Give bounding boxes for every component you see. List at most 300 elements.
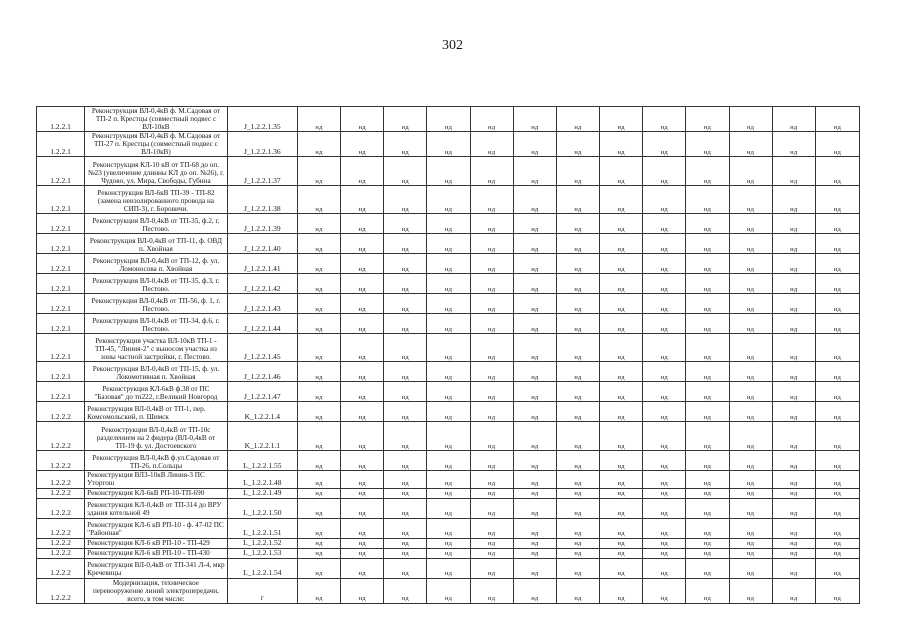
value-cell: нд [556,132,599,157]
value-cell: нд [297,362,340,382]
value-cell: нд [729,498,772,518]
project-code: L_1.2.2.1.54 [227,558,297,578]
table-row [37,157,860,186]
value-cell: нд [686,548,729,558]
value-cell: нд [384,518,427,538]
table-row [37,451,860,471]
value-cell: нд [729,186,772,214]
value-cell: нд [341,334,384,362]
project-name: Реконструкция КЛ-10 кВ от ТП-68 до оп. №23 (увеличение длинны КЛ до оп. №26), г. Чудово, ул. Мира, Свободы, Губина [85,157,228,186]
value-cell: нд [427,548,470,558]
value-cell: нд [600,254,643,274]
value-cell: нд [297,314,340,334]
value-cell: нд [729,558,772,578]
value-cell: нд [341,488,384,498]
value-cell: нд [772,382,815,402]
value-cell: нд [729,451,772,471]
value-cell: нд [513,558,556,578]
value-cell: нд [427,294,470,314]
project-code: J_1.2.2.1.45 [227,334,297,362]
value-cell: нд [384,382,427,402]
value-cell: нд [815,488,859,498]
value-cell: нд [686,402,729,422]
value-cell: нд [384,422,427,451]
value-cell: нд [341,471,384,488]
project-code: J_1.2.2.1.43 [227,294,297,314]
table-row [37,578,860,603]
value-cell: нд [384,402,427,422]
project-code: J_1.2.2.1.47 [227,382,297,402]
value-cell: нд [815,451,859,471]
row-number: 1.2.2.1 [37,274,85,294]
value-cell: нд [341,362,384,382]
row-number: 1.2.2.2 [37,451,85,471]
row-number: 1.2.2.1 [37,132,85,157]
value-cell: нд [384,334,427,362]
value-cell: нд [729,422,772,451]
value-cell: нд [513,314,556,334]
value-cell: нд [297,402,340,422]
value-cell: нд [686,274,729,294]
value-cell: нд [427,234,470,254]
value-cell: нд [384,498,427,518]
value-cell: нд [815,382,859,402]
value-cell: нд [470,157,513,186]
value-cell: нд [600,107,643,132]
value-cell: нд [556,548,599,558]
value-cell: нд [470,578,513,603]
table-row [37,382,860,402]
value-cell: нд [341,558,384,578]
value-cell: нд [513,498,556,518]
value-cell: нд [341,157,384,186]
value-cell: нд [600,402,643,422]
value-cell: нд [643,274,686,294]
value-cell: нд [384,186,427,214]
value-cell: нд [427,488,470,498]
value-cell: нд [600,422,643,451]
value-cell: нд [297,538,340,548]
row-number: 1.2.2.2 [37,558,85,578]
project-name: Реконструкция КЛ-6 кВ РП-10 - ТП-429 [85,538,228,548]
value-cell: нд [513,362,556,382]
value-cell: нд [643,314,686,334]
value-cell: нд [686,488,729,498]
value-cell: нд [815,294,859,314]
value-cell: нд [772,314,815,334]
page-number: 302 [442,38,463,53]
value-cell: нд [815,186,859,214]
value-cell: нд [384,538,427,548]
value-cell: нд [600,234,643,254]
value-cell: нд [815,558,859,578]
value-cell: нд [772,518,815,538]
value-cell: нд [729,157,772,186]
value-cell: нд [686,334,729,362]
value-cell: нд [297,107,340,132]
value-cell: нд [643,382,686,402]
row-number: 1.2.2.1 [37,157,85,186]
value-cell: нд [427,498,470,518]
value-cell: нд [470,538,513,548]
value-cell: нд [297,132,340,157]
table-row [37,314,860,334]
value-cell: нд [513,382,556,402]
value-cell: нд [815,578,859,603]
value-cell: нд [470,274,513,294]
project-code: L_1.2.2.1.52 [227,538,297,548]
value-cell: нд [470,314,513,334]
row-number: 1.2.2.2 [37,548,85,558]
value-cell: нд [729,382,772,402]
value-cell: нд [815,234,859,254]
value-cell: нд [772,578,815,603]
value-cell: нд [470,548,513,558]
project-name: Реконструкция КЛ-0,4кВ от ТП-314 до ВРУ здания котельной 49 [85,498,228,518]
value-cell: нд [513,578,556,603]
value-cell: нд [341,538,384,548]
value-cell: нд [729,294,772,314]
value-cell: нд [556,382,599,402]
table-row [37,186,860,214]
value-cell: нд [341,186,384,214]
value-cell: нд [427,451,470,471]
value-cell: нд [815,157,859,186]
table-row [37,107,860,132]
value-cell: нд [341,132,384,157]
row-number: 1.2.2.2 [37,488,85,498]
value-cell: нд [297,488,340,498]
value-cell: нд [772,402,815,422]
value-cell: нд [384,107,427,132]
value-cell: нд [427,334,470,362]
project-name: Реконструкция ВЛЗ-10кВ Линия-3 ПС Уторгош [85,471,228,488]
project-name: Реконструкция ВЛ-0,4кВ от ТП-341 Л-4, мкр Кречевицы [85,558,228,578]
value-cell: нд [772,254,815,274]
value-cell: нд [470,362,513,382]
value-cell: нд [600,294,643,314]
value-cell: нд [772,294,815,314]
value-cell: нд [815,254,859,274]
table-row [37,234,860,254]
value-cell: нд [600,518,643,538]
value-cell: нд [643,132,686,157]
value-cell: нд [643,234,686,254]
value-cell: нд [643,294,686,314]
value-cell: нд [643,254,686,274]
value-cell: нд [384,578,427,603]
value-cell: нд [815,538,859,548]
value-cell: нд [513,274,556,294]
value-cell: нд [556,402,599,422]
value-cell: нд [384,132,427,157]
value-cell: нд [556,214,599,234]
value-cell: нд [297,498,340,518]
value-cell: нд [427,274,470,294]
value-cell: нд [600,214,643,234]
value-cell: нд [556,538,599,548]
project-code: L_1.2.2.1.55 [227,451,297,471]
project-name: Реконструкция ВЛ-0,4кВ от ТП-15, ф. ул. Локомотивная п. Хвойная [85,362,228,382]
value-cell: нд [556,558,599,578]
value-cell: нд [729,334,772,362]
value-cell: нд [427,382,470,402]
value-cell: нд [729,254,772,274]
value-cell: нд [600,382,643,402]
value-cell: нд [470,451,513,471]
value-cell: нд [384,362,427,382]
value-cell: нд [600,451,643,471]
value-cell: нд [297,382,340,402]
value-cell: нд [643,422,686,451]
project-name: Реконструкция ВЛ-0,4кВ ф.ул.Садовая от ТП-26, п.Сольцы [85,451,228,471]
value-cell: нд [815,422,859,451]
project-name: Реконструкция КЛ-6кВ РП-10-ТП-690 [85,488,228,498]
value-cell: нд [470,334,513,362]
value-cell: нд [729,314,772,334]
value-cell: нд [729,578,772,603]
value-cell: нд [427,314,470,334]
value-cell: нд [556,294,599,314]
value-cell: нд [384,548,427,558]
value-cell: нд [643,518,686,538]
value-cell: нд [470,498,513,518]
value-cell: нд [600,186,643,214]
table-row [37,132,860,157]
value-cell: нд [643,498,686,518]
value-cell: нд [470,294,513,314]
row-number: 1.2.2.1 [37,334,85,362]
value-cell: нд [556,451,599,471]
row-number: 1.2.2.1 [37,186,85,214]
value-cell: нд [513,214,556,234]
value-cell: нд [470,558,513,578]
value-cell: нд [643,402,686,422]
table-row [37,422,860,451]
value-cell: нд [729,548,772,558]
project-code: L_1.2.2.1.51 [227,518,297,538]
value-cell: нд [815,548,859,558]
value-cell: нд [772,157,815,186]
value-cell: нд [686,471,729,488]
value-cell: нд [643,451,686,471]
row-number: 1.2.2.2 [37,538,85,548]
table-row [37,362,860,382]
value-cell: нд [556,518,599,538]
value-cell: нд [341,451,384,471]
project-name: Реконструкция ВЛ-0,4кВ от ТП-34, ф.6, г. Пестово. [85,314,228,334]
value-cell: нд [470,107,513,132]
value-cell: нд [470,132,513,157]
value-cell: нд [341,274,384,294]
value-cell: нд [427,578,470,603]
table-row [37,558,860,578]
project-code: J_1.2.2.1.38 [227,186,297,214]
project-code: K_1.2.2.1.1 [227,422,297,451]
project-code: J_1.2.2.1.44 [227,314,297,334]
value-cell: нд [341,382,384,402]
value-cell: нд [513,334,556,362]
table-row [37,471,860,488]
project-name: Реконструкция ВЛ-6кВ ТП-39 - ТП-82 (замена неизолированного провода на СИП-3), г. Боровичи. [85,186,228,214]
value-cell: нд [643,157,686,186]
value-cell: нд [297,578,340,603]
value-cell: нд [729,107,772,132]
row-number: 1.2.2.1 [37,362,85,382]
value-cell: нд [297,157,340,186]
project-code: L_1.2.2.1.53 [227,548,297,558]
project-code: J_1.2.2.1.40 [227,234,297,254]
value-cell: нд [729,471,772,488]
project-name: Модернизация, техническое перевооружение линий электропередачи, всего, в том числе: [85,578,228,603]
value-cell: нд [341,294,384,314]
value-cell: нд [686,538,729,548]
value-cell: нд [427,132,470,157]
value-cell: нд [643,538,686,548]
value-cell: нд [729,214,772,234]
value-cell: нд [556,422,599,451]
value-cell: нд [556,234,599,254]
value-cell: нд [772,132,815,157]
value-cell: нд [297,422,340,451]
value-cell: нд [686,234,729,254]
value-cell: нд [600,362,643,382]
value-cell: нд [600,334,643,362]
value-cell: нд [384,451,427,471]
value-cell: нд [470,518,513,538]
value-cell: нд [600,558,643,578]
value-cell: нд [686,422,729,451]
value-cell: нд [384,558,427,578]
value-cell: нд [470,254,513,274]
value-cell: нд [341,234,384,254]
value-cell: нд [384,274,427,294]
project-code: L_1.2.2.1.50 [227,498,297,518]
project-code: J_1.2.2.1.46 [227,362,297,382]
project-name: Реконструкция ВЛ-0,4кВ от ТП-56, ф. 1, г. Пестово. [85,294,228,314]
value-cell: нд [427,254,470,274]
value-cell: нд [772,558,815,578]
value-cell: нд [772,274,815,294]
value-cell: нд [384,214,427,234]
table-body [37,107,860,604]
value-cell: нд [643,107,686,132]
value-cell: нд [772,488,815,498]
value-cell: нд [686,382,729,402]
value-cell: нд [686,157,729,186]
value-cell: нд [815,132,859,157]
value-cell: нд [772,471,815,488]
project-name: Реконструкция КЛ-6кВ ф.38 от ПС "Базовая" до тп222, г.Великий Новгород [85,382,228,402]
value-cell: нд [686,107,729,132]
project-name: Реконструкция ВЛ-0,4кВ ф. М.Садовая от ТП-27 п. Крестцы (совместный подвес с ВЛ-10кВ) [85,132,228,157]
project-name: Реконструкция ВЛ-0,4кВ от ТП-11, ф. ОВД п. Хвойная [85,234,228,254]
value-cell: нд [556,254,599,274]
project-name: Реконструкция участка ВЛ-10кВ ТП-1 - ТП-45, "Линия-2" с выносом участка из зоны частной застройки, г. Пестово. [85,334,228,362]
value-cell: нд [600,274,643,294]
value-cell: нд [772,451,815,471]
value-cell: нд [384,471,427,488]
value-cell: нд [729,274,772,294]
value-cell: нд [556,578,599,603]
value-cell: нд [297,186,340,214]
project-name: Реконструкция ВЛ-0,4кВ ф. М.Садовая от ТП-2 п. Крестцы (совместный подвес с ВЛ-10кВ [85,107,228,132]
value-cell: нд [643,488,686,498]
value-cell: нд [341,254,384,274]
value-cell: нд [815,402,859,422]
value-cell: нд [470,382,513,402]
value-cell: нд [772,538,815,548]
value-cell: нд [815,107,859,132]
project-name: Реконструкция ВЛ-0,4кВ от ТП-35, ф.2, г. Пестово. [85,214,228,234]
value-cell: нд [297,471,340,488]
value-cell: нд [729,362,772,382]
row-number: 1.2.2.2 [37,518,85,538]
value-cell: нд [427,362,470,382]
row-number: 1.2.2.1 [37,294,85,314]
row-number: 1.2.2.2 [37,498,85,518]
value-cell: нд [513,186,556,214]
value-cell: нд [643,578,686,603]
project-code: L_1.2.2.1.49 [227,488,297,498]
table-row [37,518,860,538]
value-cell: нд [772,362,815,382]
value-cell: нд [297,214,340,234]
value-cell: нд [772,186,815,214]
value-cell: нд [686,578,729,603]
value-cell: нд [556,498,599,518]
value-cell: нд [470,488,513,498]
value-cell: нд [556,157,599,186]
value-cell: нд [513,234,556,254]
value-cell: нд [815,362,859,382]
value-cell: нд [513,402,556,422]
value-cell: нд [297,254,340,274]
table-row [37,538,860,548]
project-code: J_1.2.2.1.42 [227,274,297,294]
value-cell: нд [341,422,384,451]
value-cell: нд [815,314,859,334]
value-cell: нд [686,498,729,518]
value-cell: нд [556,107,599,132]
project-name: Реконструкция КЛ-6 кВ РП-10 - ф. 47-02 ПС "Районная" [85,518,228,538]
project-code: г [227,578,297,603]
value-cell: нд [600,548,643,558]
value-cell: нд [729,538,772,548]
value-cell: нд [815,334,859,362]
value-cell: нд [427,471,470,488]
row-number: 1.2.2.1 [37,314,85,334]
value-cell: нд [600,488,643,498]
value-cell: нд [772,498,815,518]
project-code: K_1.2.2.1.4 [227,402,297,422]
value-cell: нд [729,518,772,538]
table-row [37,548,860,558]
value-cell: нд [427,558,470,578]
value-cell: нд [686,214,729,234]
value-cell: нд [470,214,513,234]
value-cell: нд [643,362,686,382]
row-number: 1.2.2.1 [37,382,85,402]
value-cell: нд [815,471,859,488]
value-cell: нд [341,578,384,603]
project-code: J_1.2.2.1.37 [227,157,297,186]
value-cell: нд [384,488,427,498]
value-cell: нд [643,334,686,362]
table-row [37,488,860,498]
value-cell: нд [341,314,384,334]
value-cell: нд [427,157,470,186]
